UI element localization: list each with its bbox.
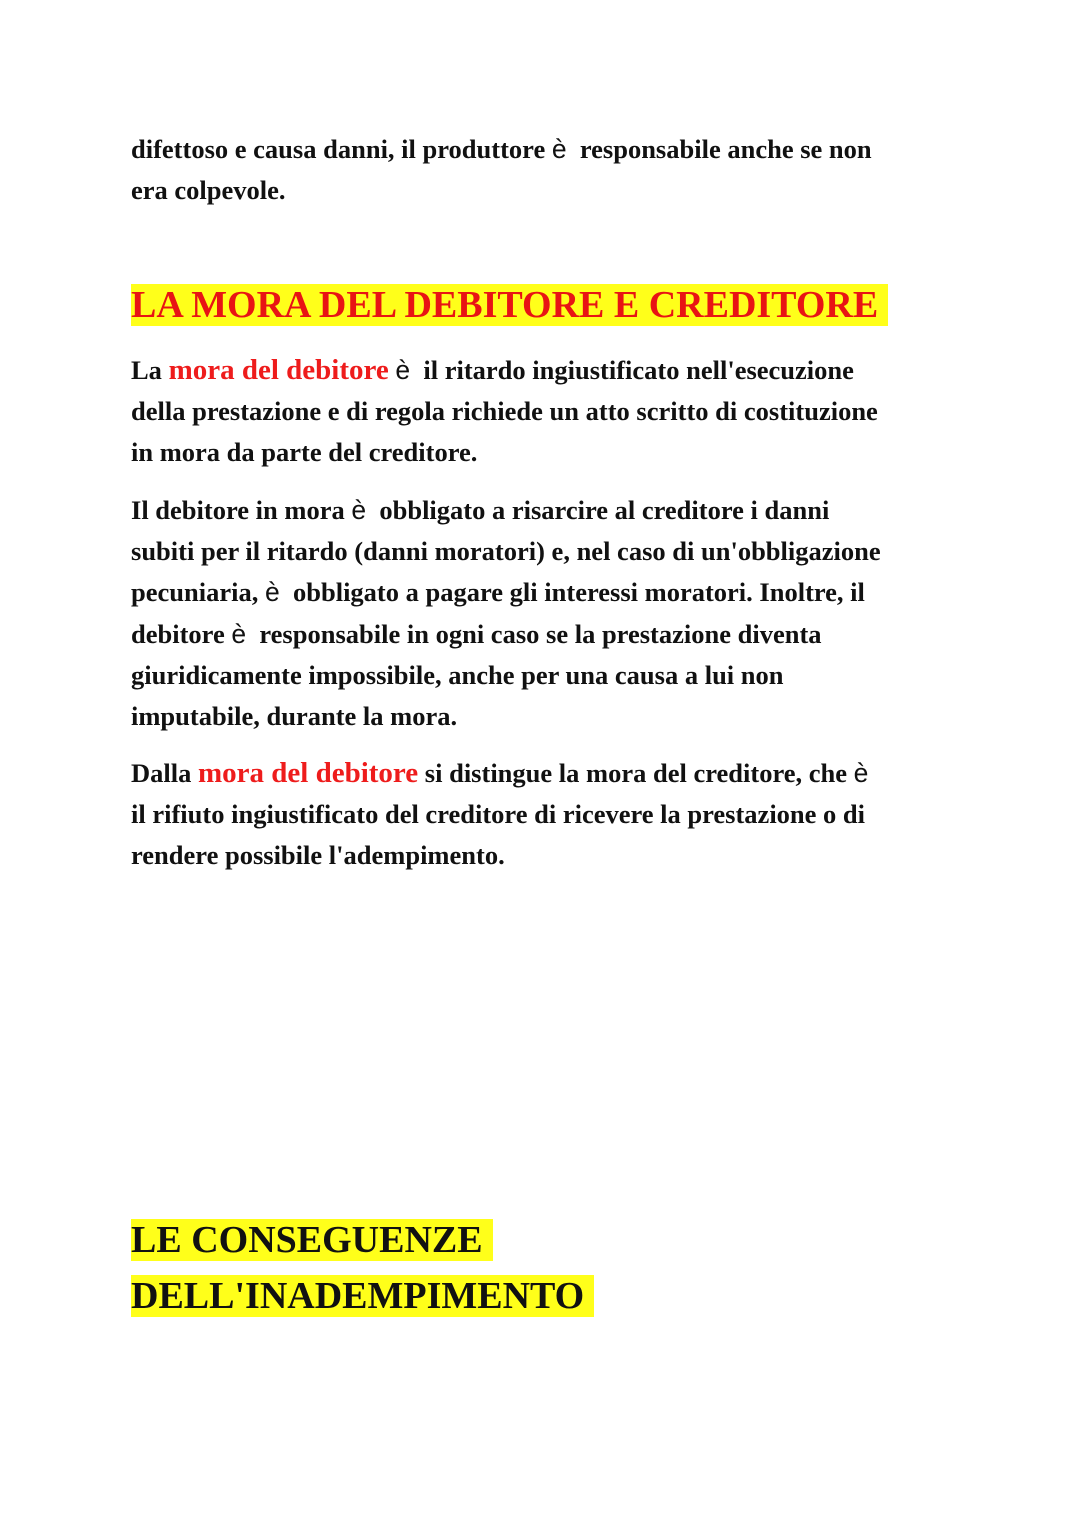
text-segment: si distingue la mora del creditore, che — [418, 758, 854, 788]
text-line — [131, 1212, 594, 1268]
highlighted-term: mora del debitore — [168, 354, 389, 386]
text-line — [131, 277, 888, 333]
accented-verb: è — [351, 495, 367, 525]
heading-mora — [131, 277, 888, 333]
text-line — [131, 614, 881, 655]
text-segment: giuridicamente impossibile, anche per una causa a lui non — [131, 659, 784, 690]
text-line — [131, 432, 878, 473]
text-segment: difettoso e causa danni, il produttore — [131, 134, 552, 164]
heading-conseguenze — [131, 1212, 594, 1324]
text-line — [131, 490, 881, 531]
text-segment: pecuniaria, — [131, 577, 265, 608]
heading-text: DELL'INADEMPIMENTO — [131, 1275, 594, 1317]
accented-verb: è — [853, 758, 869, 788]
text-segment: il ritardo ingiustificato nell'esecuzione — [410, 355, 854, 385]
text-line — [131, 391, 878, 432]
text-line — [131, 655, 881, 696]
text-segment: responsabile in ogni caso se la prestazione diventa — [246, 618, 822, 649]
heading-text: LA MORA DEL DEBITORE E CREDITORE — [131, 284, 888, 326]
heading-text: LE CONSEGUENZE — [131, 1219, 493, 1261]
text-segment: era colpevole. — [131, 175, 286, 206]
paragraph-debitore-in-mora — [131, 490, 881, 737]
text-segment: il rifiuto ingiustificato del creditore di ricevere la prestazione o di — [131, 799, 866, 830]
text-line — [131, 794, 868, 835]
text-line — [131, 350, 878, 391]
text-segment: della prestazione e di regola richiede un atto scritto di costituzione — [131, 396, 878, 427]
accented-verb: è — [231, 618, 247, 649]
text-segment: debitore — [131, 618, 232, 649]
text-line — [131, 572, 881, 613]
text-segment: Dalla — [131, 758, 198, 788]
text-segment: obbligato a risarcire al creditore i danni — [366, 495, 830, 525]
text-line — [131, 696, 881, 737]
text-segment: obbligato a pagare gli interessi moratori. Inoltre, il — [279, 577, 865, 608]
highlighted-term: mora del debitore — [198, 757, 419, 789]
accented-verb: è — [551, 134, 567, 164]
text-line — [131, 1268, 594, 1324]
accented-verb: è — [395, 355, 411, 385]
text-segment: rendere possibile l'adempimento. — [131, 840, 505, 871]
intro-paragraph — [131, 129, 872, 211]
text-segment: Il debitore in mora — [131, 495, 352, 525]
text-line — [131, 753, 868, 794]
text-line — [131, 170, 872, 211]
paragraph-mora-debitore — [131, 350, 878, 474]
text-segment: imputabile, durante la mora. — [131, 700, 458, 731]
text-segment: subiti per il ritardo (danni moratori) e, nel caso di un'obbligazione — [131, 536, 881, 567]
accented-verb: è — [264, 577, 280, 608]
paragraph-mora-creditore — [131, 753, 868, 877]
text-segment: in mora da parte del creditore. — [131, 437, 478, 468]
text-line — [131, 129, 872, 170]
text-line — [131, 531, 881, 572]
text-segment: La — [131, 355, 169, 385]
text-line — [131, 835, 868, 876]
text-segment: responsabile anche se non — [566, 134, 872, 164]
